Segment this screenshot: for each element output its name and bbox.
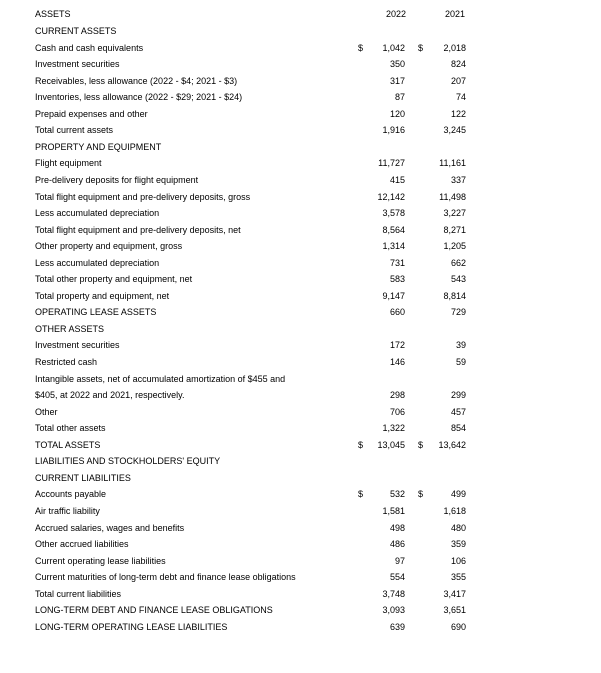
value-2021: 359 bbox=[450, 539, 466, 550]
value-2022: 486 bbox=[389, 539, 405, 550]
table-row bbox=[0, 139, 601, 155]
value-2021: 457 bbox=[450, 406, 466, 417]
table-row bbox=[0, 205, 601, 221]
value-2021: 355 bbox=[450, 572, 466, 583]
value-2021: 1,618 bbox=[443, 505, 466, 516]
table-row bbox=[0, 271, 601, 287]
table-row bbox=[0, 56, 601, 72]
table-row bbox=[0, 106, 601, 122]
row-label: Investment securities bbox=[35, 59, 120, 70]
table-row bbox=[0, 304, 601, 320]
value-2022: 172 bbox=[389, 340, 405, 351]
row-label: Flight equipment bbox=[35, 158, 102, 169]
row-label: Current maturities of long-term debt and finance lease obligations bbox=[35, 572, 296, 583]
table-row bbox=[0, 238, 601, 254]
value-2022: 317 bbox=[389, 75, 405, 86]
row-label: Investment securities bbox=[35, 340, 120, 351]
row-label: OPERATING LEASE ASSETS bbox=[35, 307, 157, 318]
table-row bbox=[0, 470, 601, 486]
value-2021: 662 bbox=[450, 257, 466, 268]
row-label: Other accrued liabilities bbox=[35, 539, 129, 550]
value-2022: 87 bbox=[394, 92, 405, 103]
value-2021: 2,018 bbox=[443, 42, 466, 53]
assets-heading: ASSETS bbox=[35, 9, 71, 19]
value-2021: 3,417 bbox=[443, 588, 466, 599]
value-2021: 824 bbox=[450, 59, 466, 70]
table-row bbox=[0, 122, 601, 138]
value-2022: 12,142 bbox=[377, 191, 405, 202]
table-row bbox=[0, 172, 601, 188]
table-row bbox=[0, 420, 601, 436]
row-label: Accounts payable bbox=[35, 489, 107, 500]
currency-symbol-2021: $ bbox=[418, 489, 424, 500]
table-row bbox=[0, 23, 601, 39]
value-2022: 3,093 bbox=[382, 605, 405, 616]
row-label: PROPERTY AND EQUIPMENT bbox=[35, 141, 162, 152]
table-row bbox=[0, 321, 601, 337]
currency-symbol-2021: $ bbox=[418, 42, 424, 53]
value-2021: 11,161 bbox=[439, 158, 466, 169]
table-row bbox=[0, 337, 601, 353]
value-2021: 207 bbox=[450, 75, 466, 86]
value-2022: 9,147 bbox=[382, 290, 405, 301]
value-2021: 106 bbox=[450, 555, 466, 566]
table-row bbox=[0, 503, 601, 519]
value-2021: 543 bbox=[450, 274, 466, 285]
row-label: TOTAL ASSETS bbox=[35, 439, 101, 450]
value-2022: 350 bbox=[389, 59, 405, 70]
value-2022: 415 bbox=[389, 174, 405, 185]
value-2022: 13,045 bbox=[377, 439, 405, 450]
value-2022: 1,916 bbox=[382, 125, 405, 136]
row-label: Pre-delivery deposits for flight equipment bbox=[35, 174, 199, 185]
value-2022: 532 bbox=[389, 489, 405, 500]
value-2022: 3,748 bbox=[382, 588, 405, 599]
table-row bbox=[0, 222, 601, 238]
value-2022: 1,314 bbox=[382, 241, 405, 252]
value-2021: 690 bbox=[450, 621, 466, 632]
row-label: OTHER ASSETS bbox=[35, 323, 105, 334]
row-label: Cash and cash equivalents bbox=[35, 42, 144, 53]
value-2022: 583 bbox=[389, 274, 405, 285]
table-row bbox=[0, 586, 601, 602]
currency-symbol-2022: $ bbox=[358, 42, 364, 53]
value-2022: 11,727 bbox=[378, 158, 405, 169]
value-2022: 660 bbox=[389, 307, 405, 318]
year-2022-header: 2022 bbox=[386, 9, 407, 19]
value-2022: 97 bbox=[394, 555, 405, 566]
table-row bbox=[0, 437, 601, 453]
value-2021: 13,642 bbox=[438, 439, 466, 450]
value-2022: 731 bbox=[389, 257, 405, 268]
value-2021: 11,498 bbox=[439, 191, 466, 202]
value-2022: 146 bbox=[389, 357, 405, 367]
table-row bbox=[0, 404, 601, 420]
row-label: Less accumulated depreciation bbox=[35, 208, 160, 219]
table-row bbox=[0, 602, 601, 618]
table-row bbox=[0, 453, 601, 469]
row-label: Total current liabilities bbox=[35, 588, 122, 599]
table-row bbox=[0, 354, 601, 370]
row-label: Receivables, less allowance (2022 - $4; 2021 - $3) bbox=[35, 75, 238, 86]
row-label: Total flight equipment and pre-delivery deposits, net bbox=[35, 224, 241, 235]
row-label: Accrued salaries, wages and benefits bbox=[35, 522, 185, 533]
value-2022: 298 bbox=[389, 390, 405, 401]
value-2022: 1,042 bbox=[382, 42, 405, 53]
year-2021-header: 2021 bbox=[445, 9, 466, 19]
value-2021: 122 bbox=[450, 108, 466, 119]
table-row bbox=[0, 255, 601, 271]
value-2021: 337 bbox=[450, 174, 466, 185]
value-2021: 39 bbox=[455, 340, 466, 351]
value-2021: 3,651 bbox=[443, 605, 466, 616]
value-2021: 59 bbox=[455, 357, 466, 367]
row-label: Total flight equipment and pre-delivery deposits, gross bbox=[35, 191, 251, 202]
value-2022: 706 bbox=[389, 406, 405, 417]
value-2022: 639 bbox=[389, 621, 405, 632]
row-label: Total other assets bbox=[35, 423, 106, 434]
row-label: CURRENT ASSETS bbox=[35, 26, 117, 36]
table-row bbox=[0, 619, 601, 635]
table-row bbox=[0, 288, 601, 304]
row-label: Less accumulated depreciation bbox=[35, 257, 160, 268]
value-2022: 120 bbox=[389, 108, 405, 119]
value-2021: 3,227 bbox=[443, 208, 466, 219]
value-2021: 1,205 bbox=[443, 241, 466, 252]
value-2021: 8,814 bbox=[443, 290, 466, 301]
row-label: Prepaid expenses and other bbox=[35, 108, 148, 119]
value-2022: 1,581 bbox=[382, 505, 405, 516]
row-label: Inventories, less allowance (2022 - $29; 2021 - $24) bbox=[35, 92, 243, 103]
row-label: LONG-TERM OPERATING LEASE LIABILITIES bbox=[35, 621, 228, 632]
value-2021: 299 bbox=[450, 390, 466, 401]
row-label: Total current assets bbox=[35, 125, 114, 136]
value-2021: 8,271 bbox=[443, 224, 466, 235]
value-2021: 74 bbox=[455, 92, 466, 103]
row-label: Air traffic liability bbox=[35, 505, 100, 516]
value-2022: 1,322 bbox=[382, 423, 405, 434]
table-row bbox=[0, 155, 601, 171]
value-2022: 498 bbox=[389, 522, 405, 533]
row-label: Total property and equipment, net bbox=[35, 290, 170, 301]
currency-symbol-2021: $ bbox=[418, 439, 424, 450]
value-2021: 3,245 bbox=[443, 125, 466, 136]
table-row bbox=[0, 189, 601, 205]
table-row bbox=[0, 486, 601, 502]
table-row bbox=[0, 89, 601, 105]
value-2021: 854 bbox=[450, 423, 466, 434]
value-2021: 499 bbox=[450, 489, 466, 500]
value-2022: 3,578 bbox=[382, 208, 405, 219]
row-label: Restricted cash bbox=[35, 357, 98, 367]
currency-symbol-2022: $ bbox=[358, 489, 364, 500]
table-row bbox=[0, 371, 601, 387]
table-row bbox=[0, 387, 601, 403]
table-row bbox=[0, 536, 601, 552]
row-label: $405, at 2022 and 2021, respectively. bbox=[35, 390, 185, 401]
row-label: Intangible assets, net of accumulated amortization of $455 and bbox=[35, 373, 286, 384]
row-label: Total other property and equipment, net bbox=[35, 274, 193, 285]
table-row bbox=[0, 569, 601, 585]
table-row bbox=[0, 73, 601, 89]
table-row bbox=[0, 520, 601, 536]
row-label: Other property and equipment, gross bbox=[35, 241, 183, 252]
currency-symbol-2022: $ bbox=[358, 439, 364, 450]
row-label: Current operating lease liabilities bbox=[35, 555, 166, 566]
table-row bbox=[0, 40, 601, 56]
value-2021: 480 bbox=[450, 522, 466, 533]
table-row bbox=[0, 553, 601, 569]
value-2021: 729 bbox=[450, 307, 466, 318]
row-label: CURRENT LIABILITIES bbox=[35, 472, 131, 483]
value-2022: 8,564 bbox=[382, 224, 405, 235]
value-2022: 554 bbox=[389, 572, 405, 583]
row-label: LIABILITIES AND STOCKHOLDERS' EQUITY bbox=[35, 456, 221, 467]
row-label: LONG-TERM DEBT AND FINANCE LEASE OBLIGATIONS bbox=[35, 605, 273, 616]
row-label: Other bbox=[35, 406, 58, 417]
